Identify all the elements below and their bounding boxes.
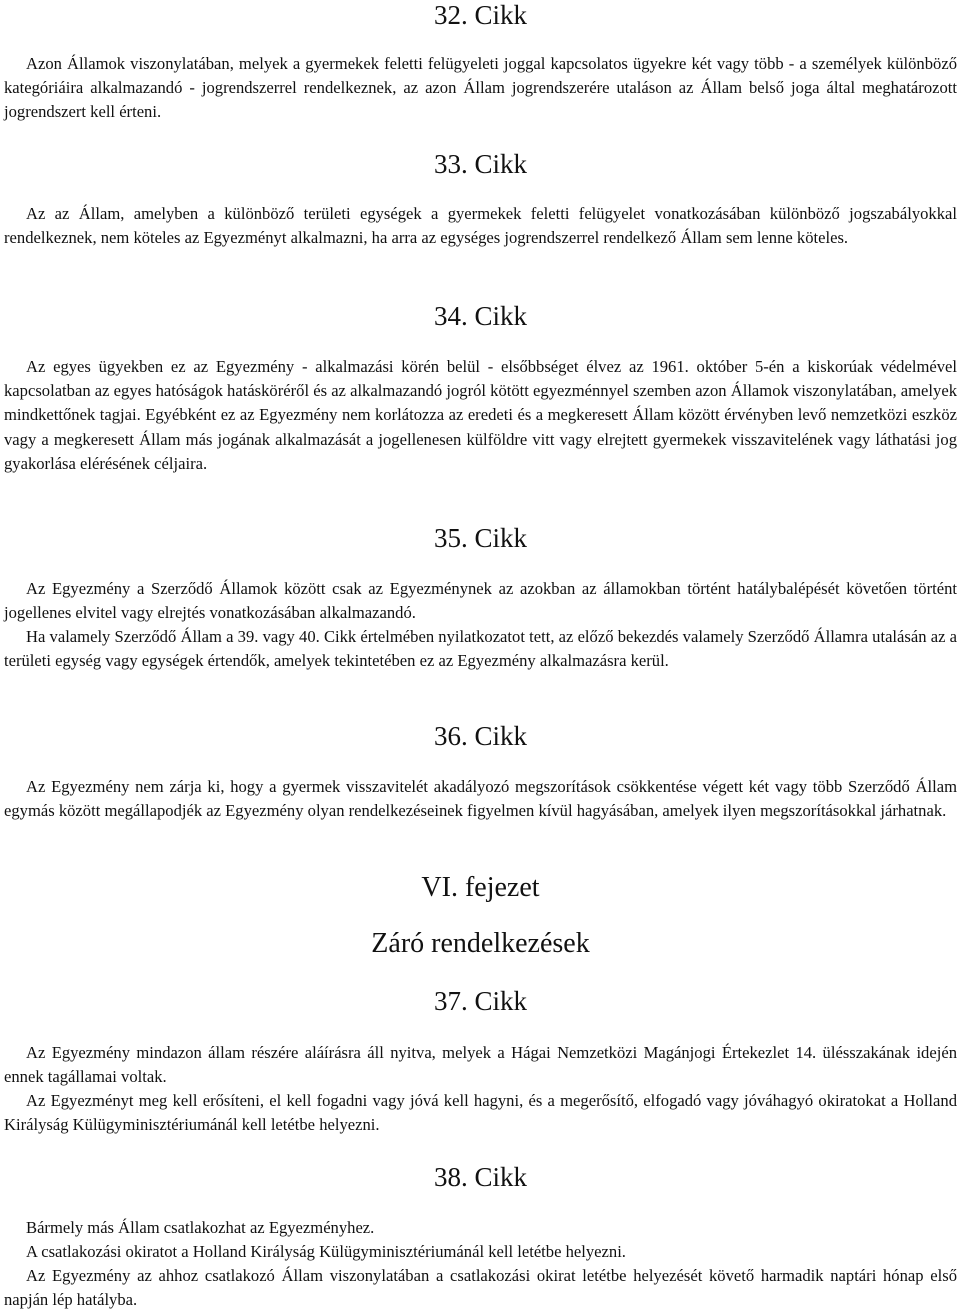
- article-34-paragraph-1: Az egyes ügyekben ez az Egyezmény - alkalmazási körén belül - elsőbbséget élvez az 1961. október 5-én a kiskorúak védelmével kapcsolatban az egyes hatóságok hatásköréről és az alkalmazandó jogról kötött egyezménnyel szemben azon Államok viszonylatában, amelyek mindkettőnek tagjai. Egyébként ez az Egyezmény nem korlátozza az eredeti és a megkeresett Állam között érvényben levő nemzetközi eszköz vagy a megkeresett Állam más jogának alkalmazását a jogellenesen külföldre vitt vagy elrejtett gyermekek visszavitelének vagy láthatási jog gyakorlása elérésének céljaira.: [4, 357, 957, 473]
- article-heading-34: 34. Cikk: [433, 301, 527, 331]
- article-38-paragraph-2: A csatlakozási okiratot a Holland Királyság Külügyminisztériumánál kell letétbe helyezni.: [26, 1242, 626, 1261]
- article-heading-33: 33. Cikk: [433, 149, 527, 179]
- article-heading-37: 37. Cikk: [433, 986, 527, 1016]
- article-heading-36: 36. Cikk: [433, 721, 527, 751]
- article-36-paragraph-1: Az Egyezmény nem zárja ki, hogy a gyermek visszavitelét akadályozó megszorítások csökkentése végett két vagy több Szerződő Állam egymás között megállapodjék az Egyezmény olyan rendelkezéseinek figyelmen kívül hagyásában, amelyek ilyen megszorításokkal járhatnak.: [4, 777, 957, 821]
- chapter-title: Záró rendelkezések: [371, 928, 590, 959]
- article-38-paragraph-3: Az Egyezmény az ahhoz csatlakozó Állam viszonylatában a csatlakozási okirat letétbe helyezését követő harmadik naptári hónap első napján lép hatályba.: [4, 1266, 957, 1310]
- chapter-number: VI. fejezet: [421, 872, 540, 903]
- article-heading-32: 32. Cikk: [433, 0, 527, 30]
- article-38-paragraph-1: Bármely más Állam csatlakozhat az Egyezményhez.: [26, 1218, 375, 1237]
- article-37-paragraph-2: Az Egyezményt meg kell erősíteni, el kell fogadni vagy jóvá kell hagyni, és a megerősítő, elfogadó vagy jóváhagyó okiratokat a Holland Királyság Külügyminisztériumánál kell letétbe helyezni.: [4, 1091, 957, 1135]
- article-35-paragraph-2: Ha valamely Szerződő Állam a 39. vagy 40. Cikk értelmében nyilatkozatot tett, az előző bekezdés valamely Szerződő Államra utalásán az a területi egység vagy egységek értendők, amelyek tekintetében ez az Egyezmény alkalmazásra kerül.: [4, 627, 957, 671]
- article-35-paragraph-1: Az Egyezmény a Szerződő Államok között csak az Egyezménynek az azokban az államokban történt hatálybalépését követően történt jogellenes elvitel vagy elrejtés vonatkozásában alkalmazandó.: [4, 579, 957, 623]
- article-heading-38: 38. Cikk: [433, 1162, 527, 1192]
- article-37-paragraph-1: Az Egyezmény mindazon állam részére aláírásra áll nyitva, melyek a Hágai Nemzetközi Magánjogi Értekezlet 14. ülésszakának idején ennek tagállamai voltak.: [4, 1043, 957, 1087]
- article-33-paragraph-1: Az az Állam, amelyben a különböző területi egységek a gyermekek feletti felügyelet vonatkozásában különböző jogszabályokkal rendelkeznek, nem köteles az Egyezményt alkalmazni, ha arra az egységes jogrendszerrel rendelkező Állam sem lenne köteles.: [4, 204, 957, 248]
- article-32-paragraph-1: Azon Államok viszonylatában, melyek a gyermekek feletti felügyeleti joggal kapcsolatos ügyekre két vagy több - a személyek különböző kategóriáira alkalmazandó - jogrendszerrel rendelkeznek, az azon Állam jogrendszerére utaláson az Állam belső joga által meghatározott jogrendszert kell érteni.: [4, 54, 957, 122]
- article-heading-35: 35. Cikk: [433, 523, 527, 553]
